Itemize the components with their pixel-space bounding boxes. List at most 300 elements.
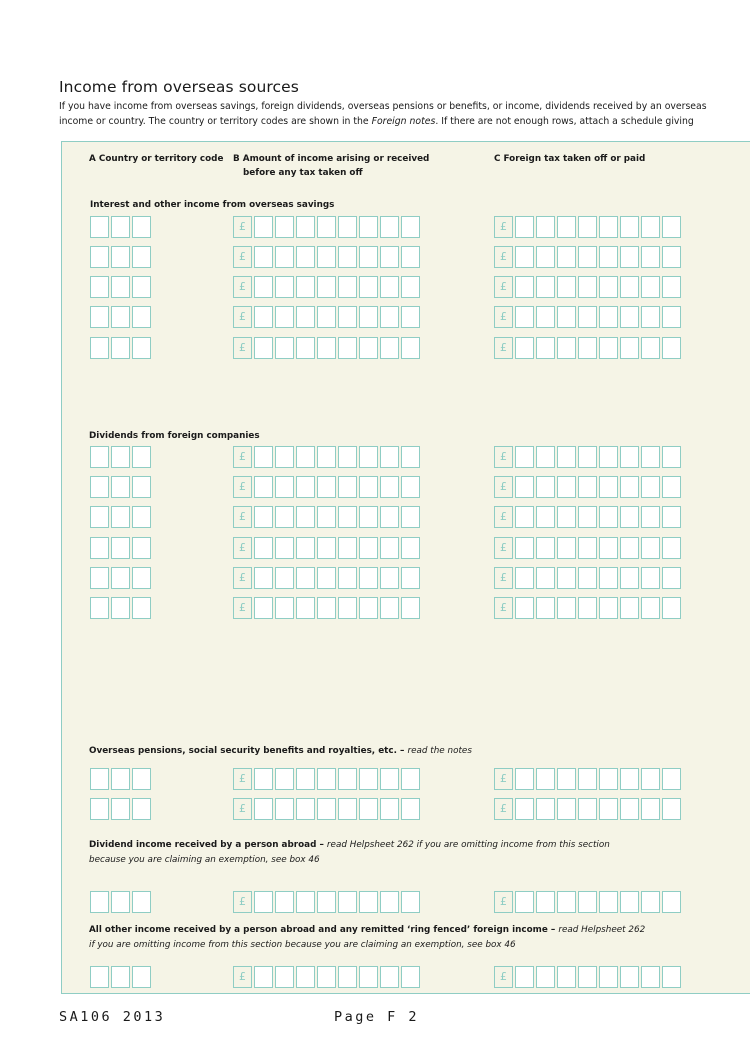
digit-box[interactable] — [275, 966, 294, 988]
digit-box[interactable] — [359, 597, 378, 619]
digit-box[interactable] — [317, 246, 336, 268]
digit-box[interactable] — [578, 476, 597, 498]
digit-box[interactable] — [620, 506, 639, 528]
digit-box[interactable] — [599, 216, 618, 238]
digit-box[interactable] — [90, 506, 109, 528]
digit-box[interactable] — [317, 567, 336, 589]
digit-box[interactable] — [557, 276, 576, 298]
digit-box[interactable] — [557, 768, 576, 790]
digit-box[interactable] — [401, 798, 420, 820]
pound-sign: £ — [494, 891, 513, 913]
digit-box[interactable] — [132, 537, 151, 559]
digit-box[interactable] — [111, 891, 130, 913]
digit-box[interactable] — [380, 276, 399, 298]
digit-box[interactable] — [359, 337, 378, 359]
section-pensions-label: Overseas pensions, social security benefits and royalties, etc. – read the notes — [89, 746, 472, 756]
digit-box[interactable] — [515, 891, 534, 913]
digit-box[interactable] — [380, 306, 399, 328]
digit-box[interactable] — [557, 246, 576, 268]
digit-box[interactable] — [401, 966, 420, 988]
digit-box[interactable] — [578, 246, 597, 268]
digit-box[interactable] — [254, 246, 273, 268]
digit-box[interactable] — [578, 768, 597, 790]
savings-country-code-1 — [90, 216, 153, 238]
digit-box[interactable] — [111, 597, 130, 619]
digit-box[interactable] — [317, 306, 336, 328]
digit-box[interactable] — [620, 276, 639, 298]
digit-box[interactable] — [662, 798, 681, 820]
digit-box[interactable] — [254, 966, 273, 988]
digit-box[interactable] — [599, 891, 618, 913]
digit-box[interactable] — [578, 597, 597, 619]
digit-box[interactable] — [317, 337, 336, 359]
digit-box[interactable] — [254, 337, 273, 359]
digit-box[interactable] — [275, 506, 294, 528]
digit-box[interactable] — [662, 891, 681, 913]
digit-box[interactable] — [515, 216, 534, 238]
digit-box[interactable] — [296, 597, 315, 619]
digit-box[interactable] — [317, 768, 336, 790]
digit-box[interactable] — [338, 891, 357, 913]
digit-box[interactable] — [401, 276, 420, 298]
digit-box[interactable] — [662, 597, 681, 619]
digit-box[interactable] — [557, 446, 576, 468]
digit-box[interactable] — [254, 216, 273, 238]
digit-box[interactable] — [111, 537, 130, 559]
digit-box[interactable] — [401, 567, 420, 589]
digit-box[interactable] — [515, 306, 534, 328]
digit-box[interactable] — [401, 306, 420, 328]
digit-box[interactable] — [90, 798, 109, 820]
digit-box[interactable] — [536, 276, 555, 298]
digit-box[interactable] — [515, 276, 534, 298]
digit-box[interactable] — [557, 891, 576, 913]
digit-box[interactable] — [620, 768, 639, 790]
digit-box[interactable] — [620, 891, 639, 913]
digit-box[interactable] — [620, 337, 639, 359]
digit-box[interactable] — [111, 476, 130, 498]
digit-box[interactable] — [641, 798, 660, 820]
digit-box[interactable] — [578, 966, 597, 988]
digit-box[interactable] — [132, 246, 151, 268]
digit-box[interactable] — [90, 567, 109, 589]
digit-box[interactable] — [620, 597, 639, 619]
digit-box[interactable] — [132, 216, 151, 238]
digit-box[interactable] — [317, 216, 336, 238]
digit-box[interactable] — [578, 216, 597, 238]
digit-box[interactable] — [359, 216, 378, 238]
digit-box[interactable] — [132, 891, 151, 913]
digit-box[interactable] — [662, 276, 681, 298]
digit-box[interactable] — [90, 597, 109, 619]
digit-box[interactable] — [254, 306, 273, 328]
digit-box[interactable] — [536, 337, 555, 359]
digit-box[interactable] — [380, 597, 399, 619]
digit-box[interactable] — [132, 966, 151, 988]
digit-box[interactable] — [620, 306, 639, 328]
digit-box[interactable] — [111, 306, 130, 328]
digit-box[interactable] — [338, 798, 357, 820]
digit-box[interactable] — [90, 768, 109, 790]
digit-box[interactable] — [620, 798, 639, 820]
savings-amount-4 — [233, 306, 422, 328]
savings-amount-1 — [233, 216, 422, 238]
digit-box[interactable] — [359, 446, 378, 468]
digit-box[interactable] — [132, 337, 151, 359]
digit-box[interactable] — [578, 337, 597, 359]
digit-box[interactable] — [401, 216, 420, 238]
digit-box[interactable] — [317, 276, 336, 298]
digit-box[interactable] — [536, 246, 555, 268]
digit-box[interactable] — [317, 476, 336, 498]
digit-box[interactable] — [317, 537, 336, 559]
digit-box[interactable] — [536, 567, 555, 589]
digit-box[interactable] — [359, 567, 378, 589]
digit-box[interactable] — [620, 246, 639, 268]
digit-box[interactable] — [359, 966, 378, 988]
digit-box[interactable] — [317, 798, 336, 820]
digit-box[interactable] — [338, 337, 357, 359]
digit-box[interactable] — [296, 537, 315, 559]
digit-box[interactable] — [641, 966, 660, 988]
digit-box[interactable] — [557, 216, 576, 238]
digit-box[interactable] — [296, 306, 315, 328]
digit-box[interactable] — [578, 276, 597, 298]
digit-box[interactable] — [536, 768, 555, 790]
digit-box[interactable] — [599, 798, 618, 820]
digit-box[interactable] — [536, 446, 555, 468]
digit-box[interactable] — [111, 567, 130, 589]
digit-box[interactable] — [359, 768, 378, 790]
digit-box[interactable] — [380, 537, 399, 559]
digit-box[interactable] — [359, 537, 378, 559]
digit-box[interactable] — [557, 597, 576, 619]
digit-box[interactable] — [296, 337, 315, 359]
digit-box[interactable] — [111, 966, 130, 988]
digit-box[interactable] — [401, 768, 420, 790]
digit-box[interactable] — [380, 446, 399, 468]
digit-box[interactable] — [401, 597, 420, 619]
digit-box[interactable] — [338, 246, 357, 268]
digit-box[interactable] — [90, 216, 109, 238]
digit-box[interactable] — [317, 966, 336, 988]
digit-box[interactable] — [296, 446, 315, 468]
intro-line-1: If you have income from overseas savings, foreign dividends, overseas pensions or benefits, or income, dividends received by an overseas — [59, 101, 707, 112]
pound-sign: £ — [233, 966, 252, 988]
column-a-header: A Country or territory code — [89, 154, 224, 164]
digit-box[interactable] — [296, 891, 315, 913]
digit-box[interactable] — [380, 506, 399, 528]
digit-box[interactable] — [515, 966, 534, 988]
digit-box[interactable] — [111, 798, 130, 820]
digit-box[interactable] — [338, 446, 357, 468]
digit-box[interactable] — [599, 966, 618, 988]
digit-box[interactable] — [641, 597, 660, 619]
digit-box[interactable] — [536, 506, 555, 528]
digit-box[interactable] — [380, 216, 399, 238]
digit-box[interactable] — [254, 567, 273, 589]
digit-box[interactable] — [515, 446, 534, 468]
digit-box[interactable] — [599, 506, 618, 528]
digit-box[interactable] — [536, 798, 555, 820]
digit-box[interactable] — [90, 966, 109, 988]
digit-box[interactable] — [296, 216, 315, 238]
digit-box[interactable] — [111, 216, 130, 238]
digit-box[interactable] — [338, 476, 357, 498]
digit-box[interactable] — [536, 476, 555, 498]
digit-box[interactable] — [90, 891, 109, 913]
digit-box[interactable] — [599, 276, 618, 298]
digit-box[interactable] — [557, 798, 576, 820]
savings-country-code-5 — [90, 337, 153, 359]
pound-sign: £ — [233, 768, 252, 790]
digit-box[interactable] — [275, 476, 294, 498]
digit-box[interactable] — [132, 306, 151, 328]
digit-box[interactable] — [275, 337, 294, 359]
digit-box[interactable] — [338, 506, 357, 528]
digit-box[interactable] — [662, 537, 681, 559]
digit-box[interactable] — [338, 597, 357, 619]
dividends-foreign-tax-1 — [494, 446, 683, 468]
digit-box[interactable] — [620, 216, 639, 238]
digit-box[interactable] — [359, 476, 378, 498]
digit-box[interactable] — [641, 216, 660, 238]
digit-box[interactable] — [515, 567, 534, 589]
digit-box[interactable] — [536, 597, 555, 619]
digit-box[interactable] — [380, 246, 399, 268]
digit-box[interactable] — [662, 306, 681, 328]
digit-box[interactable] — [557, 567, 576, 589]
digit-box[interactable] — [578, 798, 597, 820]
digit-box[interactable] — [620, 537, 639, 559]
digit-box[interactable] — [515, 476, 534, 498]
digit-box[interactable] — [401, 337, 420, 359]
digit-box[interactable] — [599, 337, 618, 359]
digit-box[interactable] — [359, 506, 378, 528]
digit-box[interactable] — [641, 506, 660, 528]
digit-box[interactable] — [254, 537, 273, 559]
digit-box[interactable] — [620, 966, 639, 988]
digit-box[interactable] — [254, 506, 273, 528]
digit-box[interactable] — [557, 966, 576, 988]
digit-box[interactable] — [90, 476, 109, 498]
digit-box[interactable] — [557, 306, 576, 328]
digit-box[interactable] — [557, 537, 576, 559]
digit-box[interactable] — [515, 246, 534, 268]
digit-box[interactable] — [380, 768, 399, 790]
digit-box[interactable] — [132, 798, 151, 820]
digit-box[interactable] — [317, 597, 336, 619]
digit-box[interactable] — [338, 276, 357, 298]
digit-box[interactable] — [536, 216, 555, 238]
digit-box[interactable] — [536, 891, 555, 913]
digit-box[interactable] — [275, 216, 294, 238]
digit-box[interactable] — [317, 891, 336, 913]
digit-box[interactable] — [338, 567, 357, 589]
digit-box[interactable] — [380, 567, 399, 589]
digit-box[interactable] — [90, 337, 109, 359]
foreign-notes-ref: Foreign notes — [371, 116, 436, 127]
digit-box[interactable] — [536, 306, 555, 328]
digit-box[interactable] — [111, 337, 130, 359]
digit-box[interactable] — [578, 506, 597, 528]
digit-box[interactable] — [254, 798, 273, 820]
digit-box[interactable] — [515, 768, 534, 790]
digit-box[interactable] — [599, 567, 618, 589]
digit-box[interactable] — [578, 537, 597, 559]
digit-box[interactable] — [578, 306, 597, 328]
digit-box[interactable] — [111, 446, 130, 468]
digit-box[interactable] — [254, 446, 273, 468]
digit-box[interactable] — [515, 337, 534, 359]
digit-box[interactable] — [620, 476, 639, 498]
digit-box[interactable] — [296, 966, 315, 988]
digit-box[interactable] — [620, 567, 639, 589]
digit-box[interactable] — [599, 537, 618, 559]
digit-box[interactable] — [401, 476, 420, 498]
digit-box[interactable] — [536, 537, 555, 559]
digit-box[interactable] — [599, 446, 618, 468]
digit-box[interactable] — [254, 276, 273, 298]
digit-box[interactable] — [254, 597, 273, 619]
digit-box[interactable] — [641, 567, 660, 589]
digit-box[interactable] — [338, 216, 357, 238]
digit-box[interactable] — [359, 891, 378, 913]
digit-box[interactable] — [296, 276, 315, 298]
digit-box[interactable] — [296, 506, 315, 528]
digit-box[interactable] — [275, 276, 294, 298]
digit-box[interactable] — [641, 306, 660, 328]
digit-box[interactable] — [599, 476, 618, 498]
digit-box[interactable] — [296, 768, 315, 790]
digit-box[interactable] — [132, 768, 151, 790]
digit-box[interactable] — [90, 276, 109, 298]
digit-box[interactable] — [132, 597, 151, 619]
digit-box[interactable] — [380, 891, 399, 913]
digit-box[interactable] — [275, 597, 294, 619]
digit-box[interactable] — [275, 246, 294, 268]
digit-box[interactable] — [515, 597, 534, 619]
digit-box[interactable] — [599, 597, 618, 619]
digit-box[interactable] — [662, 506, 681, 528]
digit-box[interactable] — [132, 506, 151, 528]
digit-box[interactable] — [599, 768, 618, 790]
digit-box[interactable] — [620, 446, 639, 468]
digit-box[interactable] — [662, 216, 681, 238]
digit-box[interactable] — [662, 446, 681, 468]
digit-box[interactable] — [380, 966, 399, 988]
digit-box[interactable] — [578, 446, 597, 468]
digit-box[interactable] — [599, 246, 618, 268]
digit-box[interactable] — [132, 567, 151, 589]
digit-box[interactable] — [132, 446, 151, 468]
digit-box[interactable] — [641, 891, 660, 913]
digit-box[interactable] — [111, 276, 130, 298]
digit-box[interactable] — [317, 506, 336, 528]
pound-sign: £ — [494, 476, 513, 498]
digit-box[interactable] — [254, 476, 273, 498]
digit-box[interactable] — [254, 768, 273, 790]
digit-box[interactable] — [275, 891, 294, 913]
digit-box[interactable] — [296, 798, 315, 820]
digit-box[interactable] — [90, 446, 109, 468]
digit-box[interactable] — [338, 768, 357, 790]
digit-box[interactable] — [275, 567, 294, 589]
digit-box[interactable] — [359, 798, 378, 820]
digit-box[interactable] — [599, 306, 618, 328]
digit-box[interactable] — [359, 306, 378, 328]
digit-box[interactable] — [338, 966, 357, 988]
digit-box[interactable] — [662, 476, 681, 498]
digit-box[interactable] — [641, 476, 660, 498]
digit-box[interactable] — [578, 891, 597, 913]
digit-box[interactable] — [254, 891, 273, 913]
digit-box[interactable] — [557, 337, 576, 359]
digit-box[interactable] — [641, 768, 660, 790]
digit-box[interactable] — [641, 446, 660, 468]
digit-box[interactable] — [641, 337, 660, 359]
digit-box[interactable] — [641, 246, 660, 268]
digit-box[interactable] — [557, 476, 576, 498]
digit-box[interactable] — [111, 768, 130, 790]
digit-box[interactable] — [338, 306, 357, 328]
digit-box[interactable] — [536, 966, 555, 988]
digit-box[interactable] — [359, 276, 378, 298]
digit-box[interactable] — [401, 537, 420, 559]
digit-box[interactable] — [317, 446, 336, 468]
digit-box[interactable] — [275, 798, 294, 820]
digit-box[interactable] — [275, 537, 294, 559]
dividends-foreign-tax-4 — [494, 537, 683, 559]
digit-box[interactable] — [90, 246, 109, 268]
digit-box[interactable] — [111, 246, 130, 268]
digit-box[interactable] — [90, 306, 109, 328]
digit-box[interactable] — [401, 446, 420, 468]
digit-box[interactable] — [578, 567, 597, 589]
digit-box[interactable] — [275, 446, 294, 468]
digit-box[interactable] — [380, 337, 399, 359]
digit-box[interactable] — [132, 476, 151, 498]
digit-box[interactable] — [380, 798, 399, 820]
pensions-foreign-tax-1 — [494, 768, 683, 790]
digit-box[interactable] — [662, 768, 681, 790]
digit-box[interactable] — [401, 891, 420, 913]
digit-box[interactable] — [641, 276, 660, 298]
digit-box[interactable] — [401, 246, 420, 268]
digit-box[interactable] — [515, 798, 534, 820]
digit-box[interactable] — [338, 537, 357, 559]
digit-box[interactable] — [662, 567, 681, 589]
digit-box[interactable] — [557, 506, 576, 528]
digit-box[interactable] — [90, 537, 109, 559]
digit-box[interactable] — [275, 306, 294, 328]
digit-box[interactable] — [662, 966, 681, 988]
digit-box[interactable] — [296, 567, 315, 589]
digit-box[interactable] — [132, 276, 151, 298]
digit-box[interactable] — [641, 537, 660, 559]
digit-box[interactable] — [515, 537, 534, 559]
digit-box[interactable] — [401, 506, 420, 528]
digit-box[interactable] — [111, 506, 130, 528]
digit-box[interactable] — [380, 476, 399, 498]
digit-box[interactable] — [515, 506, 534, 528]
digit-box[interactable] — [275, 768, 294, 790]
digit-box[interactable] — [296, 246, 315, 268]
digit-box[interactable] — [662, 246, 681, 268]
digit-box[interactable] — [359, 246, 378, 268]
digit-box[interactable] — [296, 476, 315, 498]
digit-box[interactable] — [662, 337, 681, 359]
